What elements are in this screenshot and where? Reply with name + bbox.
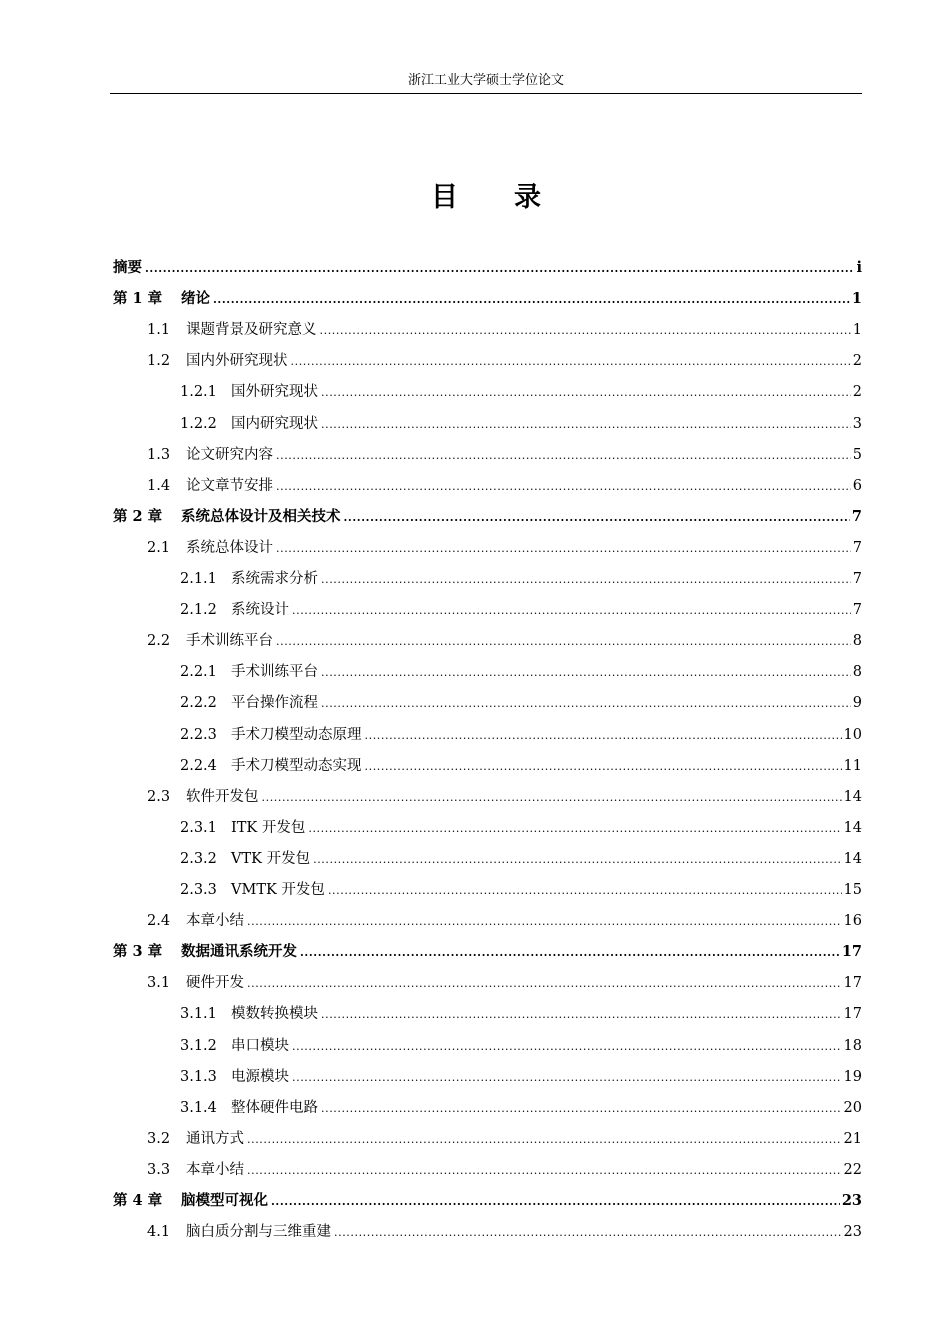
toc-entry[interactable] [180,598,862,622]
toc-entry[interactable] [180,1065,862,1089]
toc-dot-leader [321,413,851,437]
toc-dot-leader [300,941,840,965]
toc-dot-leader [291,350,851,374]
toc-entry-label: 手术刀模型动态实现 [231,757,362,774]
toc-entry-page: 5 [852,446,862,463]
toc-entry-label: 手术刀模型动态原理 [231,726,362,743]
toc-dot-leader [321,381,851,405]
toc-dot-leader [292,1066,842,1090]
toc-title: 目录 [431,182,597,213]
toc-entry[interactable] [180,1096,862,1120]
toc-entry-page: 22 [843,1161,862,1178]
toc-entry-page: 7 [852,539,862,556]
toc-dot-leader [321,1003,842,1027]
toc-entry-page: 20 [843,1099,862,1116]
toc-entry-number: 1.1 [147,322,171,339]
toc-entry-label: 电源模块 [231,1068,289,1085]
toc-entry-number: 3.1.1 [180,1006,217,1023]
toc-entry-number: 2.2 [147,633,171,650]
toc-entry[interactable] [113,287,862,311]
toc-entry-label: 系统总体设计及相关技术 [181,508,341,525]
toc-entry[interactable] [180,412,862,436]
toc-dot-leader [321,661,851,685]
toc-entry-number: 2.2.4 [180,757,217,774]
toc-entry[interactable] [180,1034,862,1058]
toc-entry[interactable] [147,349,862,373]
toc-entry-number: 3.1 [147,975,171,992]
toc-entry-page: 7 [852,602,862,619]
toc-entry-label: 本章小结 [186,913,244,930]
toc-dot-leader [320,319,851,343]
toc-entry-page: 14 [843,819,862,836]
toc-entry-number: 3.2 [147,1130,171,1147]
toc-entry-page: 7 [852,571,862,587]
toc-entry-number: 1.2.2 [180,415,217,432]
running-header: 浙江工业大学硕士学位论文 [407,73,564,88]
toc-entry-page: 8 [852,633,862,650]
toc-entry-page: 2 [852,384,862,401]
toc-entry-label: 通讯方式 [186,1130,244,1147]
toc-entry-number: 1.2 [147,353,171,370]
toc-entry-page: 2 [852,353,862,370]
toc-entry-label: 模数转换模块 [231,1006,318,1023]
toc-entry[interactable] [113,1189,862,1213]
toc-entry-number: 第 2 章 [113,507,163,525]
toc-dot-leader [247,910,842,934]
toc-entry[interactable] [147,971,862,995]
toc-entry-label: 国内研究现状 [231,415,318,432]
toc-entry-label: 软件开发包 [186,788,259,805]
toc-entry-page: 9 [852,695,862,712]
toc-entry-number: 1.3 [147,446,171,463]
toc-entry-number: 2.2.1 [180,664,217,681]
toc-dot-leader [276,630,851,654]
toc-dot-leader [276,475,851,499]
toc-entry-page: 23 [843,1224,862,1241]
header-rule [110,93,862,94]
toc-entry-number: 第 3 章 [113,943,163,961]
toc-entry-number: 2.2.3 [180,726,217,743]
toc-dot-leader [308,817,841,841]
toc-entry-number: 1.2.1 [180,384,217,401]
toc-entry-page: 3 [852,415,862,432]
toc-entry-page: 17 [843,975,862,992]
toc-entry[interactable] [180,754,862,778]
toc-entry-number: 2.3.3 [180,882,217,898]
toc-entry-label: 硬件开发 [186,975,244,992]
toc-entry-label: 系统总体设计 [186,539,273,556]
toc-entry[interactable] [113,940,862,964]
toc-entry[interactable] [147,1158,862,1182]
toc-dot-leader [247,1128,842,1152]
toc-entry-page: 1 [851,290,862,308]
toc-entry-label: VMTK 开发包 [231,882,325,898]
toc-entry-number: 第 1 章 [113,290,163,308]
toc-entry-page: 14 [843,850,862,867]
toc-entry[interactable] [147,629,862,653]
toc-entry-number: 2.3.1 [180,819,217,836]
toc-entry-page: 18 [843,1037,862,1054]
toc-entry-page: 19 [843,1068,862,1085]
toc-dot-leader [145,257,854,281]
toc-entry-label: ITK 开发包 [231,819,306,836]
toc-entry-number: 3.1.2 [180,1037,217,1054]
toc-entry[interactable] [147,474,862,498]
toc-entry[interactable] [113,505,862,529]
toc-entry[interactable] [180,847,862,871]
toc-entry-page: 11 [843,757,862,774]
toc-entry-page: i [856,259,862,276]
toc-dot-leader [321,568,851,592]
toc-dot-leader [321,692,851,716]
toc-entry-number: 2.1.1 [180,571,217,587]
toc-entry-number: 3.3 [147,1161,171,1178]
toc-entry-page: 8 [852,664,862,681]
toc-entry[interactable] [147,785,862,809]
toc-entry-number: 2.2.2 [180,695,217,712]
toc-entry[interactable] [180,567,862,591]
toc-entry[interactable] [180,660,862,684]
toc-entry[interactable] [113,256,862,280]
toc-dot-leader [365,724,842,748]
toc-entry[interactable] [180,878,862,902]
toc-entry-label: 国外研究现状 [231,384,318,401]
toc-entry-page: 1 [852,322,862,339]
toc-entry[interactable] [147,1220,862,1244]
toc-entry-page: 6 [852,477,862,494]
toc-entry-page: 17 [843,1006,862,1023]
toc-entry-number: 2.1.2 [180,602,217,619]
toc-entry-label: 数据通讯系统开发 [181,944,297,961]
toc-entry-label: 论文研究内容 [186,446,273,463]
toc-dot-leader [247,1159,842,1183]
toc-entry-page: 14 [843,788,862,805]
toc-entry[interactable] [147,1127,862,1151]
toc-dot-leader [292,1035,842,1059]
toc-dot-leader [276,444,851,468]
toc-entry[interactable] [147,536,862,560]
toc-entry-label: 平台操作流程 [231,695,318,712]
toc-entry-label: 脑白质分割与三维重建 [186,1224,331,1241]
toc-entry-label: 系统设计 [231,602,289,619]
toc-dot-leader [321,1097,842,1121]
toc-entry-label: 系统需求分析 [231,571,318,587]
toc-entry-label: 摘要 [113,260,142,276]
toc-entry-page: 21 [843,1130,862,1147]
toc-dot-leader [292,599,851,623]
toc-entry-label: 国内外研究现状 [186,353,288,370]
toc-entry-number: 3.1.3 [180,1068,217,1085]
toc-entry-number: 2.3 [147,788,171,805]
toc-entry-label: 绪论 [181,291,210,308]
toc-entry[interactable] [180,1002,862,1026]
toc-entry-label: 串口模块 [231,1037,289,1054]
toc-entry-number: 1.4 [147,477,171,494]
toc-entry[interactable] [180,691,862,715]
toc-entry-number: 2.4 [147,913,171,930]
toc-dot-leader [344,506,850,530]
toc-dot-leader [276,537,851,561]
toc-dot-leader [313,848,841,872]
toc-entry-page: 17 [841,943,862,961]
toc-entry-page: 10 [843,726,862,743]
toc-entry-label: 手术训练平台 [186,633,273,650]
toc-entry-label: 手术训练平台 [231,664,318,681]
toc-entry-label: 课题背景及研究意义 [186,322,317,339]
toc-dot-leader [328,879,842,903]
toc-dot-leader [247,972,842,996]
toc-entry[interactable] [147,909,862,933]
toc-entry-number: 第 4 章 [113,1192,163,1209]
toc-entry-number: 2.1 [147,539,171,556]
toc-entry-page: 16 [843,913,862,930]
toc-entry[interactable] [147,318,862,342]
toc-entry[interactable] [147,443,862,467]
toc-entry-number: 4.1 [147,1224,171,1241]
toc-entry-label: 整体硬件电路 [231,1099,318,1116]
toc-entry-label: 论文章节安排 [186,477,273,494]
toc-entry-page: 23 [841,1192,862,1209]
toc-entry[interactable] [180,816,862,840]
toc-entry-page: 7 [851,507,862,525]
toc-entry-label: 脑模型可视化 [181,1193,268,1209]
toc-dot-leader [271,1190,840,1214]
toc-entry-page: 15 [843,882,862,898]
toc-dot-leader [262,786,842,810]
toc-entry-number: 2.3.2 [180,850,217,867]
toc-entry[interactable] [180,380,862,404]
toc-dot-leader [334,1221,842,1245]
toc-entry-label: VTK 开发包 [231,850,311,867]
toc-entry-number: 3.1.4 [180,1099,217,1116]
toc-dot-leader [365,755,842,779]
toc-dot-leader [213,288,850,312]
toc-entry-label: 本章小结 [186,1161,244,1178]
toc-entry[interactable] [180,723,862,747]
